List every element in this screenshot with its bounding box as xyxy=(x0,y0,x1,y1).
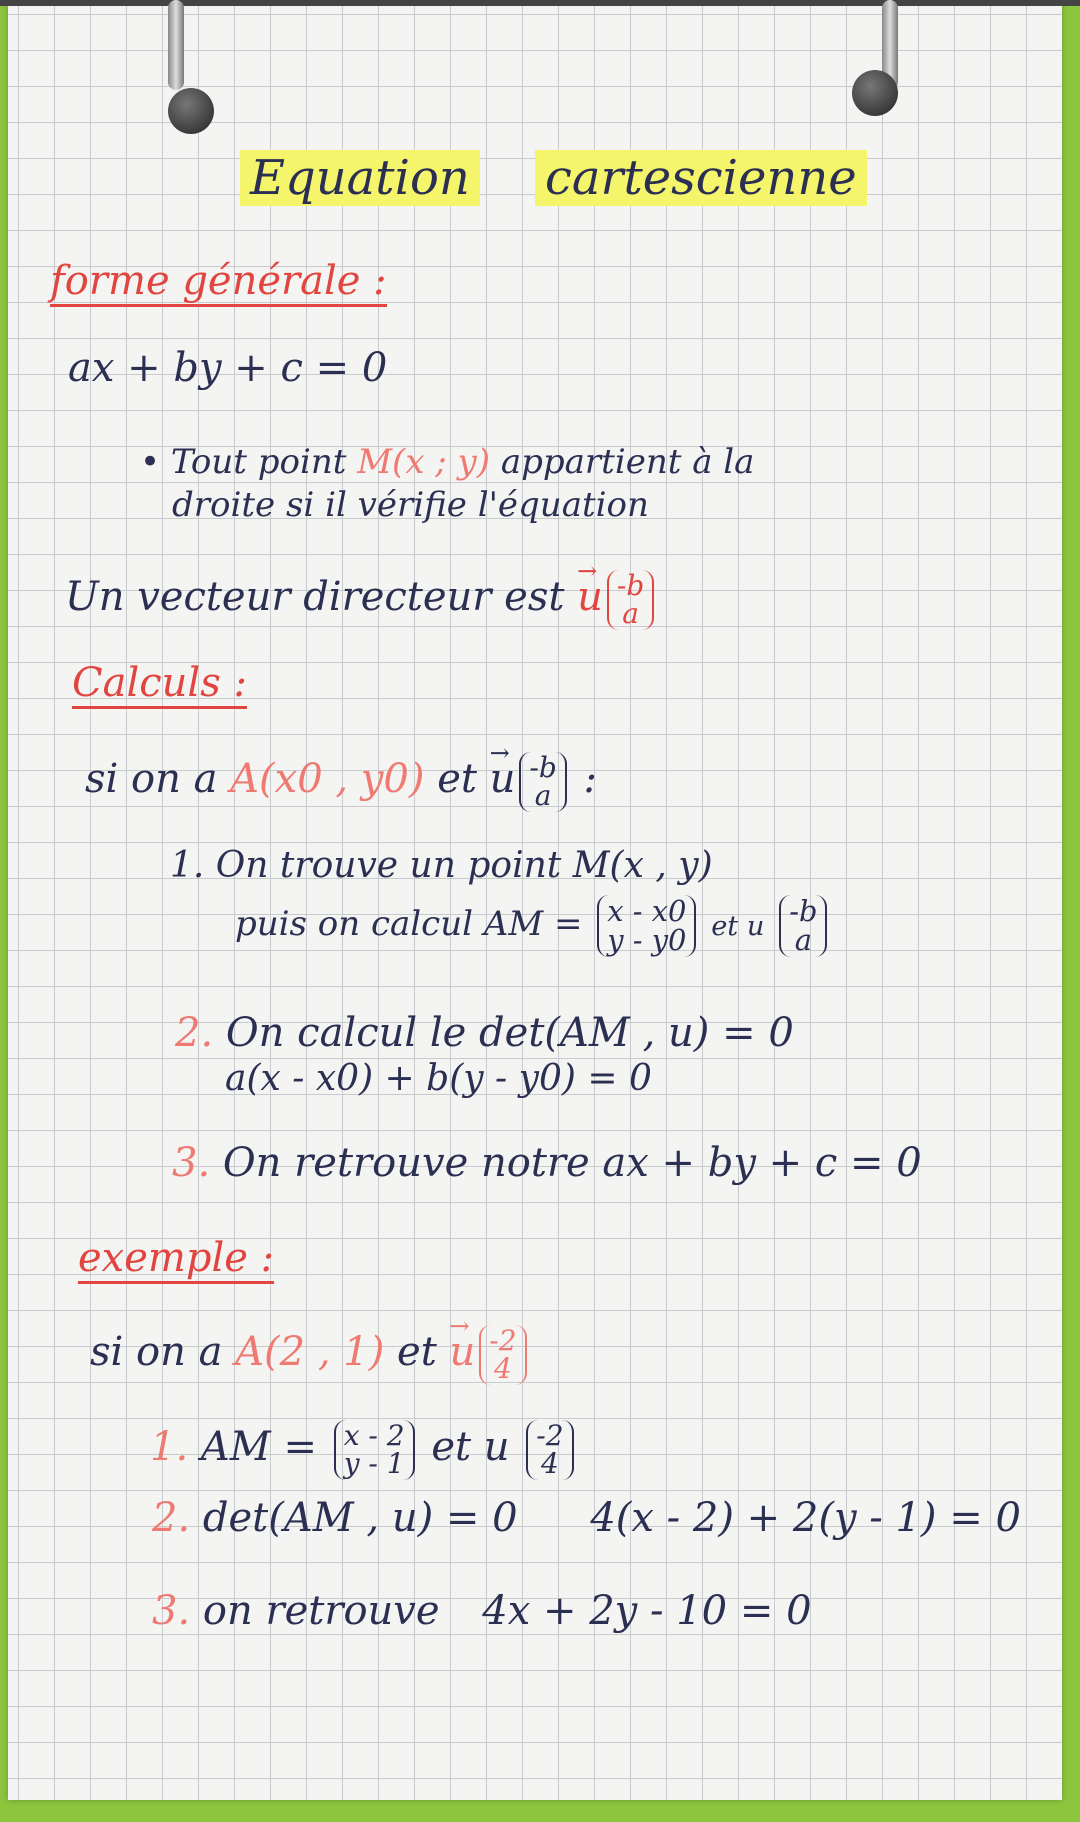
u-bottom: a xyxy=(794,922,812,957)
step2-line2: a(x - x0) + b(y - y0) = 0 xyxy=(225,1058,652,1099)
vec-bottom: a xyxy=(534,779,552,812)
intro-text: si on a xyxy=(90,1329,223,1375)
binder-bar xyxy=(0,0,1080,6)
calculs-intro xyxy=(85,752,597,812)
intro-et: et xyxy=(437,756,477,802)
vec-top: -2 xyxy=(489,1324,517,1357)
vec-bottom: 4 xyxy=(493,1352,512,1385)
heading-exemple: exemple : xyxy=(78,1235,274,1284)
vector-u: → u xyxy=(577,574,603,620)
vec-bottom: a xyxy=(622,597,639,630)
exemple-intro xyxy=(90,1325,531,1385)
vector-u: → u xyxy=(490,756,516,802)
step2-line1 xyxy=(175,1010,794,1056)
intro-text: si on a xyxy=(85,756,218,802)
bullet-text: Tout point xyxy=(170,442,347,482)
intro-et: et xyxy=(397,1329,437,1375)
exemple-step3 xyxy=(152,1588,812,1634)
point-a: A(2 , 1) xyxy=(235,1329,385,1375)
point-m: M(x ; y) xyxy=(357,442,491,482)
colon: : xyxy=(583,756,598,802)
am-bottom: y - y0 xyxy=(607,922,687,957)
binder-ring-left xyxy=(168,0,184,90)
step1-text: puis on calcul AM = xyxy=(235,903,583,944)
step3-line xyxy=(172,1140,922,1186)
step2-equation: 4(x - 2) + 2(y - 1) = 0 xyxy=(590,1495,1021,1541)
am-bottom: y - 1 xyxy=(343,1447,405,1480)
step3-text: On retrouve notre xyxy=(222,1140,590,1186)
direction-vector-text: Un vecteur directeur est xyxy=(65,574,565,620)
u-top: -b xyxy=(789,894,818,928)
et-u: et u xyxy=(711,910,765,942)
step1-text: AM = xyxy=(200,1424,317,1470)
vec-top: -b xyxy=(616,569,645,602)
title-word-2: cartescienne xyxy=(535,150,867,206)
direction-vector-line xyxy=(65,570,658,630)
step-number: 1. xyxy=(150,1424,189,1470)
binder-ring-right-end xyxy=(852,70,898,116)
page-title xyxy=(240,150,867,206)
vec-top: -b xyxy=(529,751,557,784)
am-top: x - x0 xyxy=(607,894,687,928)
bullet-line-2: droite si il vérifie l'équation xyxy=(172,485,649,525)
step3-equation: 4x + 2y - 10 = 0 xyxy=(482,1588,812,1634)
bullet-text-2: appartient à la xyxy=(500,442,755,482)
step1-line1: 1. On trouve un point M(x , y) xyxy=(170,845,713,886)
et-u: et u xyxy=(431,1424,510,1470)
step-number: 2. xyxy=(152,1495,191,1541)
u-top: -2 xyxy=(536,1419,564,1452)
step1-line2 xyxy=(235,895,831,957)
point-a: A(x0 , y0) xyxy=(230,756,425,802)
title-word-1: Equation xyxy=(240,150,480,206)
bullet-line-1: • Tout point M(x ; y) appartient à la xyxy=(140,442,755,482)
step2-text: det(AM , u) = 0 xyxy=(202,1495,518,1541)
binder-ring-left-end xyxy=(168,88,214,134)
step3-text: on retrouve xyxy=(202,1588,440,1634)
step2-text: On calcul le det(AM , u) = 0 xyxy=(225,1010,794,1056)
step-number: 3. xyxy=(152,1588,191,1634)
step-number: 2. xyxy=(175,1010,214,1056)
vector-u: → u xyxy=(450,1329,476,1375)
u-bottom: 4 xyxy=(540,1447,559,1480)
heading-forme-generale: forme générale : xyxy=(50,258,387,307)
am-top: x - 2 xyxy=(343,1419,405,1452)
general-equation: ax + by + c = 0 xyxy=(68,345,388,391)
exemple-step2 xyxy=(152,1495,1021,1541)
exemple-step1 xyxy=(150,1420,578,1480)
heading-calculs: Calculs : xyxy=(72,660,247,709)
step3-equation: ax + by + c = 0 xyxy=(602,1140,922,1186)
step-number: 3. xyxy=(172,1140,211,1186)
